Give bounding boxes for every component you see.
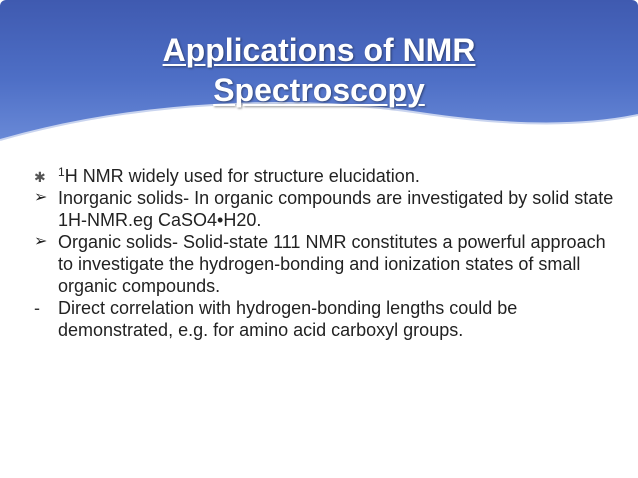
bullet-item-2 [34,187,614,231]
arrow-bullet-icon: ➢ [34,189,48,206]
star-bullet-icon: ✱ [34,169,46,185]
slide-title [0,30,638,110]
bullet-item-3 [34,231,614,297]
bullet-text-4: Direct correlation with hydrogen-bonding lengths could be demonstrated, e.g. for amino acid carboxyl groups. [58,298,518,340]
title-line-1: Applications of NMR [162,32,476,68]
bullet-item-1 [34,165,614,187]
bullet-text-1 [58,165,614,187]
bullet-item-4 [34,297,614,341]
dash-bullet-icon: - [34,298,40,318]
arrow-bullet-icon: ➢ [34,233,48,250]
bullet-text-1-body: H NMR widely used for structure elucidation. [64,166,420,186]
bullet-text-2: Inorganic solids- In organic compounds are investigated by solid state 1H-NMR.eg CaSO4•H20. [58,188,614,230]
bullet-text-3: Organic solids- Solid-state 111 NMR constitutes a powerful approach to investigate the hydrogen-bonding and ionization states of small organic compounds. [58,232,606,296]
title-line-2: Spectroscopy [213,72,425,108]
bullet-list [34,165,614,341]
superscript-one: 1 [58,165,65,179]
